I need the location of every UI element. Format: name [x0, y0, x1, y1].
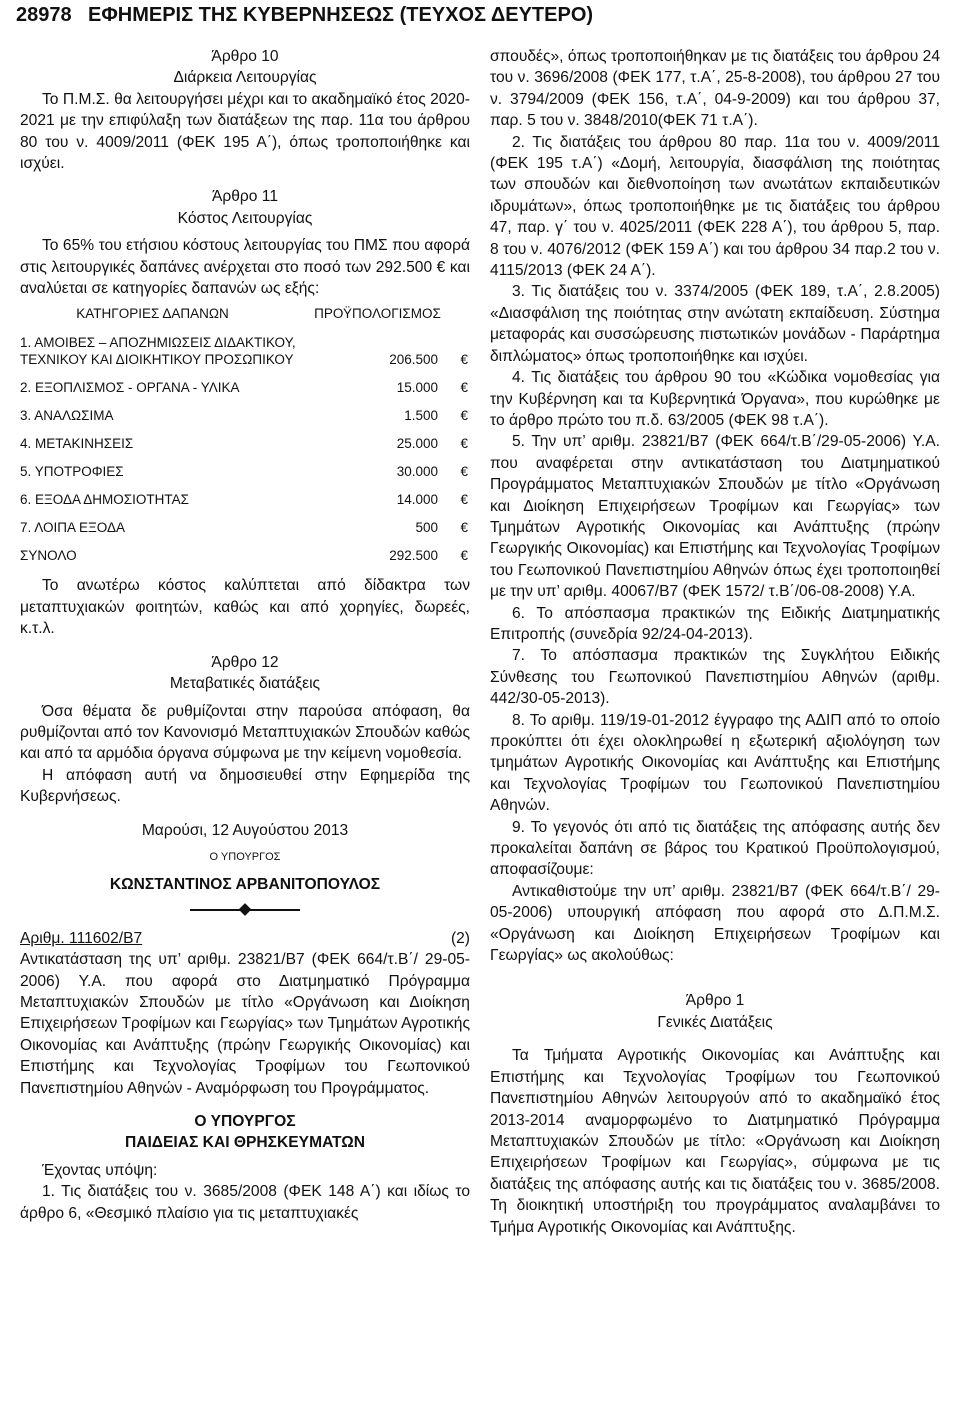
article-1-title: Άρθρο 1	[685, 992, 745, 1010]
minister-role: Ο ΥΠΟΥΡΓΟΣ	[209, 850, 281, 863]
page-number: 28978	[16, 4, 72, 26]
budget-row: 4. ΜΕΤΑΚΙΝΗΣΕΙΣ 25.000 €	[20, 436, 468, 452]
decision-number-line	[20, 928, 470, 949]
section-divider	[190, 906, 300, 914]
budget-row: 5. ΥΠΟΤΡΟΦΙΕΣ 30.000 €	[20, 464, 468, 480]
euro-sign: €	[460, 492, 468, 508]
budget-col-amount: ΠΡΟΫΠΟΛΟΓΙΣΜΟΣ	[314, 306, 441, 322]
considering-item-9: 9. Το γεγονός ότι από τις διατάξεις της απόφασης αυτής δεν προκαλείται δαπάνη σε βάρος του Κρατικού Προϋπολογισμού, αποφασίζουμε:	[490, 818, 940, 879]
budget-col-categories: ΚΑΤΗΓΟΡΙΕΣ ΔΑΠΑΝΩΝ	[76, 306, 229, 322]
considering-item-3: 3. Τις διατάξεις του ν. 3374/2005 (ΦΕΚ 189, τ.Α΄, 2.8.2005) «Διασφάλιση της ποιότητας στην ανώτατη εκπαίδευση. Σύστημα μεταφοράς και συσσώρευσης πιστωτικών μονάδων - Παράρτημα διπλώματος» όπως τροποποιήθηκε και ισχύει.	[490, 283, 940, 365]
budget-row: 1. ΑΜΟΙΒΕΣ – ΑΠΟΖΗΜΙΩΣΕΙΣ ΔΙΔΑΚΤΙΚΟΥ, ΤΕΧΝΙΚΟΥ ΚΑΙ ΔΙΟΙΚΗΤΙΚΟΥ ΠΡΟΣΩΠΙΚΟΥ 206.500 €	[20, 335, 468, 368]
considering-item-1: 1. Τις διατάξεις του ν. 3685/2008 (ΦΕΚ 148 Α΄) και ιδίως το άρθρο 6, «Θεσμικό πλαίσιο για τις μεταπτυχιακές	[20, 1183, 470, 1222]
article-11-text: Το 65% του ετήσιου κόστους λειτουργίας του ΠΜΣ που αφορά στις λειτουργικές δαπάνες ανέρχεται στο ποσό των 292.500 € και αναλύεται σε κατηγορίες δαπανών ως εξής:	[20, 237, 470, 298]
article-10-text: Το Π.Μ.Σ. θα λειτουργήσει μέχρι και το ακαδημαϊκό έτος 2020-2021 με την επιφύλαξη των διατάξεων της παρ. 11α του άρθρου 80 του ν. 4009/2011 (ΦΕΚ 195 Α΄), όπως τροποποιήθηκε και ισχύει.	[20, 90, 470, 173]
article-10-title: Άρθρο 10	[211, 48, 279, 65]
article-12-subtitle: Μεταβατικές διατάξεις	[169, 675, 321, 693]
budget-row: 2. ΕΞΟΠΛΙΣΜΟΣ - ΟΡΓΑΝΑ - ΥΛΙΚΑ 15.000 €	[20, 380, 468, 396]
euro-sign: €	[460, 408, 468, 424]
euro-sign: €	[460, 380, 468, 396]
considering-item-5: 5. Την υπ’ αριθμ. 23821/Β7 (ΦΕΚ 664/τ.Β΄/29-05-2006) Υ.Α. που αναφέρεται στην αντικατάσταση του Διατμηματικού Προγράμματος Μεταπτυχιακών Σπουδών με τίτλο «Οργάνωση και Διοίκηση Επιχειρήσεων Τροφίμων και Γεωργίας» των Τμημάτων Αγροτικής Οικονομίας και Ανάπτυξης (πρώην Γεωργικής Οικονομίας) και Επιστήμης και Τεχνολογίας Τροφίμων του Γεωπονικού Πανεπιστημίου Αθηνών όπως έχει τροποποιηθεί με την υπ’ αριθμ. 40067/Β7 (ΦΕΚ 1572/ τ.Β΄/06-08-2008) Υ.Α.	[490, 433, 940, 601]
budget-row: 6. ΕΞΟΔΑ ΔΗΜΟΣΙΟΤΗΤΑΣ 14.000 €	[20, 492, 468, 508]
article-1-subtitle: Γενικές Διατάξεις	[657, 1013, 773, 1031]
article-12-text: Όσα θέματα δε ρυθμίζονται στην παρούσα απόφαση, θα ρυθμίζονται από τον Κανονισμό Μεταπτυχιακών Σπουδών καθώς και από τα αρμόδια όργανα σύμφωνα με την κείμενη νομοθεσία.	[20, 702, 470, 763]
considering-item-1-cont: σπουδές», όπως τροποποιήθηκαν με τις διατάξεις του άρθρου 24 του ν. 3696/2008 (ΦΕΚ 177, τ.Α΄, 25-8-2008), του άρθρου 27 του ν. 3794/2009 (ΦΕΚ 156, τ.Α΄, 04-9-2009) και του άρθρου 37, παρ. 5 του ν. 3848/2010(ΦΕΚ 71 τ.Α΄).	[490, 48, 940, 130]
minister2-role: Ο ΥΠΟΥΡΓΟΣ	[194, 1113, 296, 1130]
minister2-ministry: ΠΑΙΔΕΙΑΣ ΚΑΙ ΘΡΗΣΚΕΥΜΑΤΩΝ	[124, 1134, 366, 1152]
page-header	[16, 4, 944, 34]
article-11-after: Το ανωτέρω κόστος καλύπτεται από δίδακτρα των μεταπτυχιακών φοιτητών, καθώς και από χορηγίες, δωρεές, κ.τ.λ.	[20, 577, 470, 638]
left-column	[20, 46, 470, 1224]
considering-item-6: 6. Το απόσπασμα πρακτικών της Ειδικής Διατμηματικής Επιτροπής (συνεδρία 92/24-04-2013).	[490, 604, 940, 643]
decision-number: Αριθμ. 111602/Β7	[20, 929, 143, 947]
considering-item-8: 8. Το αριθμ. 119/19-01-2012 έγγραφο της ΑΔΙΠ από το οποίο προκύπτει ότι έχει ολοκληρωθεί η εξωτερική αξιολόγηση των τμημάτων Αγροτικής Οικονομίας και Ανάπτυξης και Επιστήμης και Τεχνολογίας Τροφίμων του Γεωπονικού Πανεπιστημίου Αθηνών.	[490, 711, 940, 815]
considering-item-4: 4. Τις διατάξεις του άρθρου 90 του «Κώδικα νομοθεσίας για την Κυβέρνηση και τα Κυβερνητικά Όργανα», που κυρώθηκε με το άρθρο πρώτο του π.δ. 63/2005 (ΦΕΚ 98 τ.Α΄).	[490, 369, 940, 429]
budget-total-row: ΣΥΝΟΛΟ 292.500 €	[20, 548, 468, 564]
diamond-icon	[239, 903, 252, 916]
budget-row: 7. ΛΟΙΠΑ ΕΞΟΔΑ 500 €	[20, 520, 468, 536]
gazette-title: ΕΦΗΜΕΡΙΣ ΤΗΣ ΚΥΒΕΡΝΗΣΕΩΣ (ΤΕΥΧΟΣ ΔΕΥΤΕΡΟ)	[88, 4, 594, 26]
considering: Έχοντας υπόψη:	[42, 1161, 158, 1179]
euro-sign: €	[460, 520, 468, 536]
article-1-text: Τα Τμήματα Αγροτικής Οικονομίας και Ανάπτυξης και Επιστήμης και Τεχνολογίας Τροφίμων του Γεωπονικού Πανεπιστημίου Αθηνών λειτουργούν από το ακαδημαϊκό έτος 2013-2014 αναμορφωμένο το Διατμηματικό Πρόγραμμα Μεταπτυχιακών Σπουδών με τίτλο: «Οργάνωση και Διοίκηση Επιχειρήσεων Τροφίμων και Γεωργίας», σύμφωνα με τις διατάξεις της απόφασης αυτής και τις διατάξεις του ν. 3685/2008. Τη διοικητική υποστήριξη του προγράμματος αναλαμβάνει το Τμήμα Αγροτικής Οικονομίας και Ανάπτυξης.	[490, 1047, 940, 1236]
right-column	[490, 46, 940, 1238]
article-10-subtitle: Διάρκεια Λειτουργίας	[173, 69, 317, 87]
decision-index: (2)	[450, 929, 470, 947]
article-12-title: Άρθρο 12	[211, 653, 279, 671]
euro-sign: €	[460, 436, 468, 452]
publish-note: Η απόφαση αυτή να δημοσιευθεί στην Εφημερίδα της Κυβερνήσεως.	[20, 766, 470, 806]
budget-row: 3. ΑΝΑΛΩΣΙΜΑ 1.500 €	[20, 408, 468, 424]
euro-sign: €	[460, 464, 468, 480]
place-date: Μαρούσι, 12 Αυγούστου 2013	[141, 821, 349, 839]
euro-sign: €	[460, 548, 468, 564]
replacement-statement: Αντικαθιστούμε την υπ’ αριθμ. 23821/Β7 (ΦΕΚ 664/τ.Β΄/ 29-05-2006) υπουργική απόφαση που αφορά στο Δ.Π.Μ.Σ. «Οργάνωση και Διοίκηση Επιχειρήσεων Τροφίμων και Γεωργίας» ως ακολούθως:	[490, 882, 940, 965]
decision-title: Αντικατάσταση της υπ’ αριθμ. 23821/Β7 (ΦΕΚ 664/τ.Β΄/ 29-05-2006) Υ.Α. που αφορά στο Διατμηματικό Πρόγραμμα Μεταπτυχιακών Σπουδών με τίτλο «Οργάνωση και Διοίκηση Επιχειρήσεων Τροφίμων και Γεωργίας» των Τμημάτων Αγροτικής Οικονομίας και Ανάπτυξης (πρώην Γεωργικής Οικονομίας) και Επιστήμης και Τεχνολογίας Τροφίμων του Γεωπονικού Πανεπιστημίου Αθηνών - Αναμόρφωση του Προγράμματος.	[20, 951, 470, 1097]
minister-name: ΚΩΝΣΤΑΝΤΙΝΟΣ ΑΡΒΑΝΙΤΟΠΟΥΛΟΣ	[109, 876, 381, 894]
budget-table	[20, 305, 470, 564]
considering-item-2: 2. Τις διατάξεις του άρθρου 80 παρ. 11α του ν. 4009/2011 (ΦΕΚ 195 τ.Α΄) «Δομή, λειτουργία, διασφάλιση της ποιότητας των σπουδών και διεθνοποίηση των ανωτάτων εκπαιδευτικών ιδρυμάτων», όπως τροποποιήθηκε με τις διατάξεις του άρθρου 47, παρ. γ΄ του ν. 4025/2011 (ΦΕΚ 228 Α΄), του άρθρου 5, παρ. 8 του ν. 4076/2012 (ΦΕΚ 159 Α΄) και του άρθρου 34 παρ.2 του ν. 4115/2013 (ΦΕΚ 24 Α΄).	[490, 133, 940, 280]
considering-item-7: 7. Το απόσπασμα πρακτικών της Συγκλήτου Ειδικής Σύνθεσης του Γεωπονικού Πανεπιστημίου Αθηνών (αριθμ. 442/30-05-2013).	[490, 647, 940, 708]
article-11-subtitle: Κόστος Λειτουργίας	[177, 209, 313, 227]
euro-sign: €	[460, 352, 468, 368]
budget-header	[20, 305, 470, 322]
article-11-title: Άρθρο 11	[211, 188, 278, 206]
